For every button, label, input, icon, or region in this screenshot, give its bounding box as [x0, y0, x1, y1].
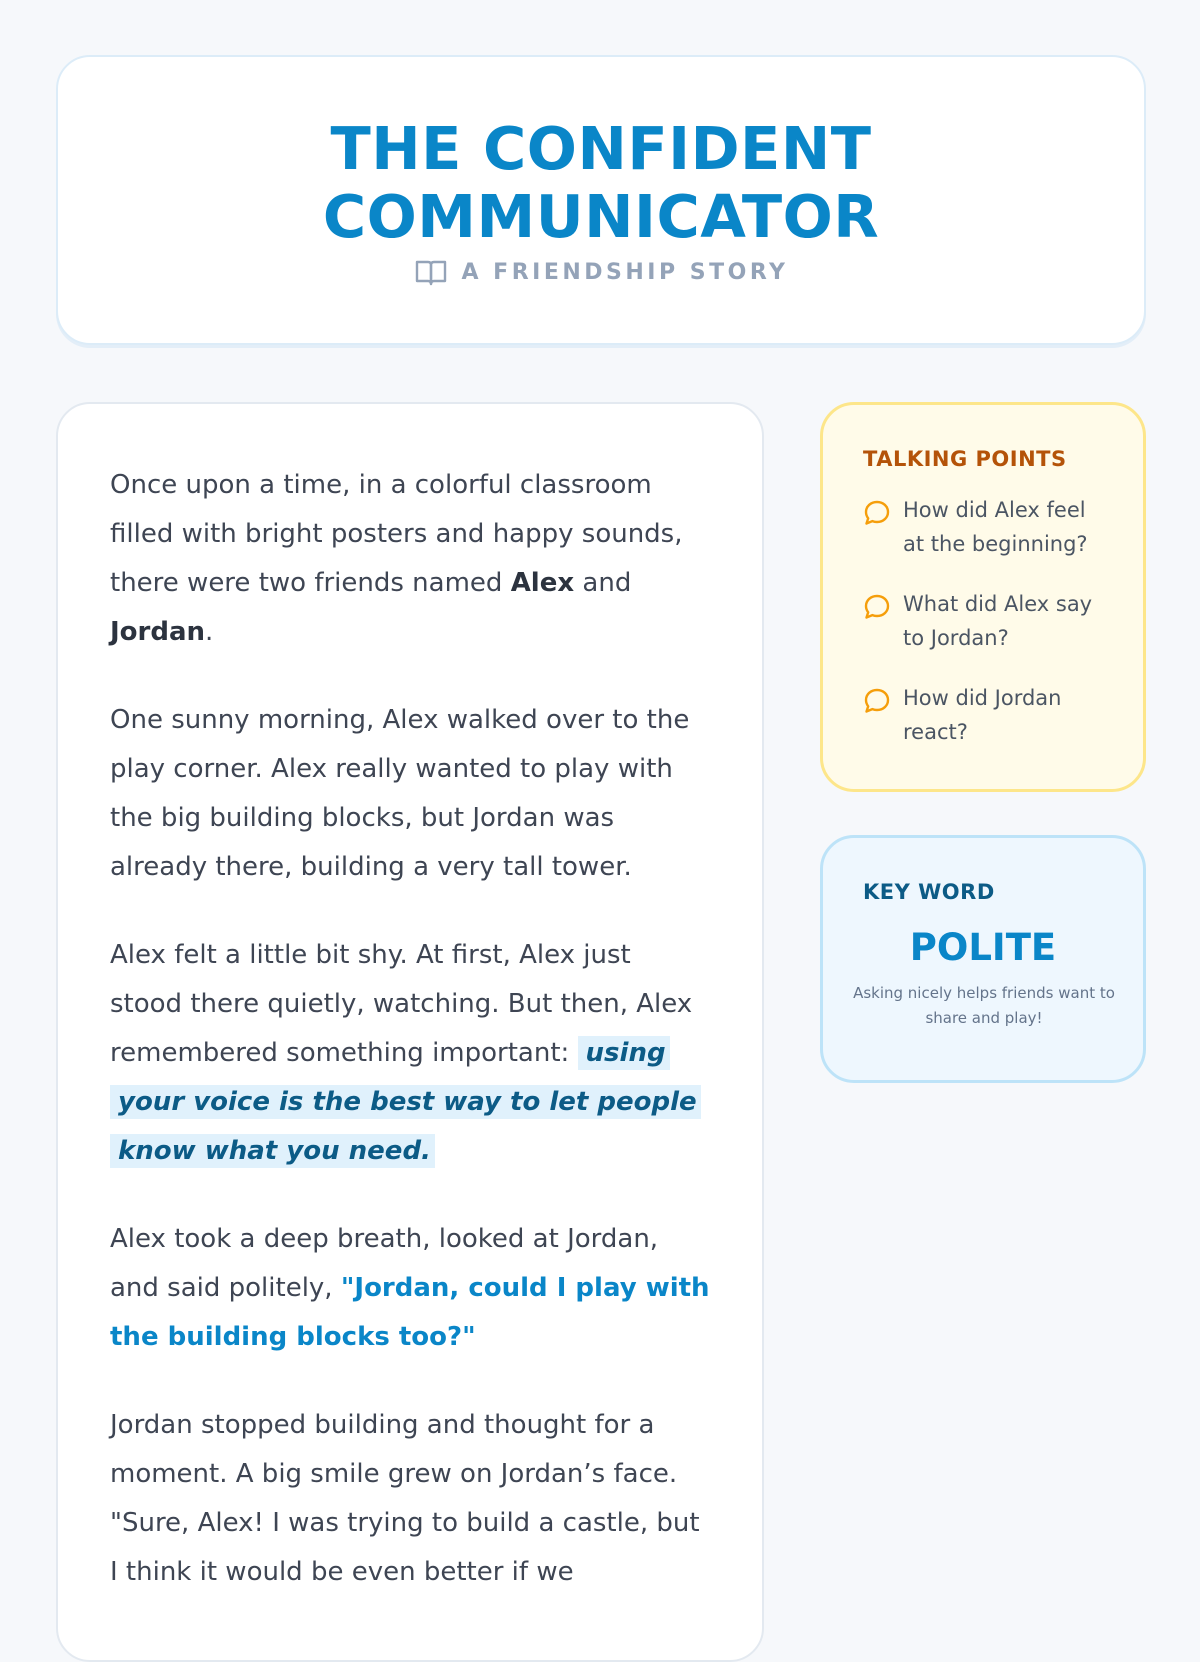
speech-bubble-icon — [863, 593, 891, 621]
list-item — [863, 681, 1113, 749]
story-text: . — [205, 617, 214, 647]
story-paragraph-1 — [110, 461, 710, 657]
title-line-1: THE CONFIDENT — [330, 114, 872, 183]
story-text: Once upon a time, in a colorful classroom filled with bright posters and happy sounds, there were two friends named — [110, 470, 683, 598]
talking-point-text: How did Jordan react? — [903, 686, 1062, 744]
story-paragraph-4 — [110, 1215, 710, 1362]
title-line-2: COMMUNICATOR — [322, 182, 880, 251]
dialogue-quote: "Jordan, could I play with the building blocks too?" — [110, 1273, 710, 1352]
key-word-description: Asking nicely helps friends want to share and play! — [853, 984, 1115, 1027]
talking-point-text: What did Alex say to Jordan? — [903, 592, 1093, 650]
subtitle-text: A FRIENDSHIP STORY — [461, 259, 789, 285]
key-word: POLITE — [909, 926, 1057, 969]
list-item — [863, 493, 1113, 561]
story-paragraph-2: One sunny morning, Alex walked over to the play corner. Alex really wanted to play with the big building blocks, but Jordan was already there, building a very tall tower. — [110, 705, 690, 882]
story-paragraph-3 — [110, 931, 710, 1176]
page-title — [58, 115, 1144, 251]
story-paragraph-5: Jordan stopped building and thought for a moment. A big smile grew on Jordan’s face. "Sure, Alex! I was trying to build a castle, but I think it would be even better if we — [110, 1410, 700, 1587]
book-open-icon — [414, 257, 448, 287]
talking-points-heading: TALKING POINTS — [863, 447, 1067, 471]
character-name-alex: Alex — [510, 568, 575, 598]
story-text: Alex felt a little bit shy. At first, Alex just stood there quietly, watching. But then, Alex remembered something important: — [110, 940, 693, 1068]
character-name-jordan: Jordan — [110, 617, 206, 647]
story-text: Alex took a deep breath, looked at Jordan, and said politely, — [110, 1224, 659, 1303]
speech-bubble-icon — [863, 499, 891, 527]
story-text: and — [574, 568, 632, 598]
key-word-card — [820, 835, 1146, 1083]
speech-bubble-icon — [863, 687, 891, 715]
list-item — [863, 587, 1113, 655]
talking-points-card — [820, 402, 1146, 792]
subtitle — [58, 257, 1144, 287]
key-word-heading: KEY WORD — [863, 880, 995, 904]
talking-point-text: How did Alex feel at the beginning? — [903, 498, 1088, 556]
talking-points-list — [863, 493, 1113, 749]
story-card — [56, 402, 764, 1662]
highlighted-lesson: using your voice is the best way to let people know what you need. — [110, 1036, 701, 1168]
header-card — [56, 55, 1146, 345]
